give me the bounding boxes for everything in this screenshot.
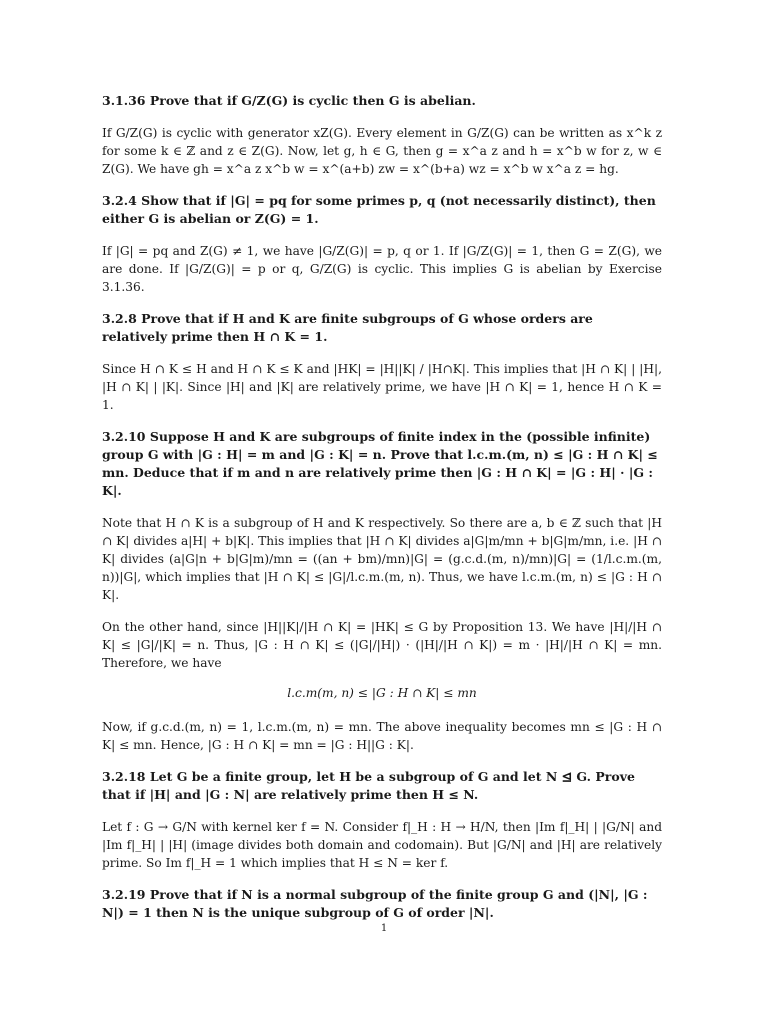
exercise-3-2-8: [102, 310, 662, 414]
exercise-3-2-4: [102, 192, 662, 296]
exercise-heading: 3.1.36 Prove that if G/Z(G) is cyclic then G is abelian.: [102, 93, 476, 108]
exercise-heading: 3.2.4 Show that if |G| = pq for some primes p, q (not necessarily distinct), then either G is abelian or Z(G) = 1.: [102, 193, 656, 226]
exercise-3-1-36: [102, 92, 662, 178]
proof-paragraph: Since H ∩ K ≤ H and H ∩ K ≤ K and |HK| = |H||K| / |H∩K|. This implies that |H ∩ K| | |H|, |H ∩ K| | |K|. Since |H| and |K| are relatively prime, we have |H ∩ K| = 1, hence H ∩ K = 1.: [102, 362, 662, 412]
exercise-heading: 3.2.10 Suppose H and K are subgroups of finite index in the (possible infinite) group G with |G : H| = m and |G : K| = n. Prove that l.c.m.(m, n) ≤ |G : H ∩ K| ≤ mn. Deduce that if m and n are relatively prime then |G : H ∩ K| = |G : H| · |G : K|.: [102, 429, 658, 498]
proof-paragraph: If |G| = pq and Z(G) ≠ 1, we have |G/Z(G)| = p, q or 1. If |G/Z(G)| = 1, then G = Z(G), we are done. If |G/Z(G)| = p or q, G/Z(G) is cyclic. This implies G is abelian by Exercise 3.1.36.: [102, 244, 662, 294]
proof-paragraph: Now, if g.c.d.(m, n) = 1, l.c.m.(m, n) = mn. The above inequality becomes mn ≤ |G : H ∩ K| ≤ mn. Hence, |G : H ∩ K| = mn = |G : H||G : K|.: [102, 720, 662, 752]
exercise-heading: 3.2.19 Prove that if N is a normal subgroup of the finite group G and (|N|, |G : N|) = 1 then N is the unique subgroup of G of order |N|.: [102, 887, 648, 920]
proof-paragraph: On the other hand, since |H||K|/|H ∩ K| = |HK| ≤ G by Proposition 13. We have |H|/|H ∩ K| ≤ |G|/|K| = n. Thus, |G : H ∩ K| ≤ (|G|/|H|) · (|H|/|H ∩ K|) = m · |H|/|H ∩ K| = mn. Therefore, we have: [102, 620, 662, 670]
document-page: [102, 92, 662, 936]
proof-paragraph: Let f : G → G/N with kernel ker f = N. Consider f|_H : H → H/N, then |Im f|_H| | |G/N| and |Im f|_H| | |H| (image divides both domain and codomain). But |G/N| and |H| are relatively prime. So Im f|_H = 1 which implies that H ≤ N = ker f.: [102, 820, 662, 870]
exercise-heading: 3.2.8 Prove that if H and K are finite subgroups of G whose orders are relatively prime then H ∩ K = 1.: [102, 311, 593, 344]
exercise-3-2-10: [102, 428, 662, 754]
exercise-3-2-19: [102, 886, 662, 922]
page-number: 1: [380, 923, 388, 934]
display-equation: l.c.m(m, n) ≤ |G : H ∩ K| ≤ mn: [287, 686, 477, 700]
proof-paragraph: Note that H ∩ K is a subgroup of H and K respectively. So there are a, b ∈ ℤ such that |H ∩ K| divides a|H| + b|K|. This implies that |H ∩ K| divides a|G|m/mn + b|G|m/mn, i.e. |H ∩ K| divides (a|G|n + b|G|m)/mn = ((an + bm)/mn)|G| = (g.c.d.(m, n)/mn)|G| = (1/l.c.m.(m, n))|G|, which implies that |H ∩ K| ≤ |G|/l.c.m.(m, n). Thus, we have l.c.m.(m, n) ≤ |G : H ∩ K|.: [102, 516, 662, 602]
exercise-heading: 3.2.18 Let G be a finite group, let H be a subgroup of G and let N ⊴ G. Prove that if |H| and |G : N| are relatively prime then H ≤ N.: [102, 769, 635, 802]
exercise-3-2-18: [102, 768, 662, 872]
proof-paragraph: If G/Z(G) is cyclic with generator xZ(G). Every element in G/Z(G) can be written as x^k z for some k ∈ ℤ and z ∈ Z(G). Now, let g, h ∈ G, then g = x^a z and h = x^b w for z, w ∈ Z(G). We have gh = x^a z x^b w = x^(a+b) zw = x^(b+a) wz = x^b w x^a z = hg.: [102, 126, 662, 176]
